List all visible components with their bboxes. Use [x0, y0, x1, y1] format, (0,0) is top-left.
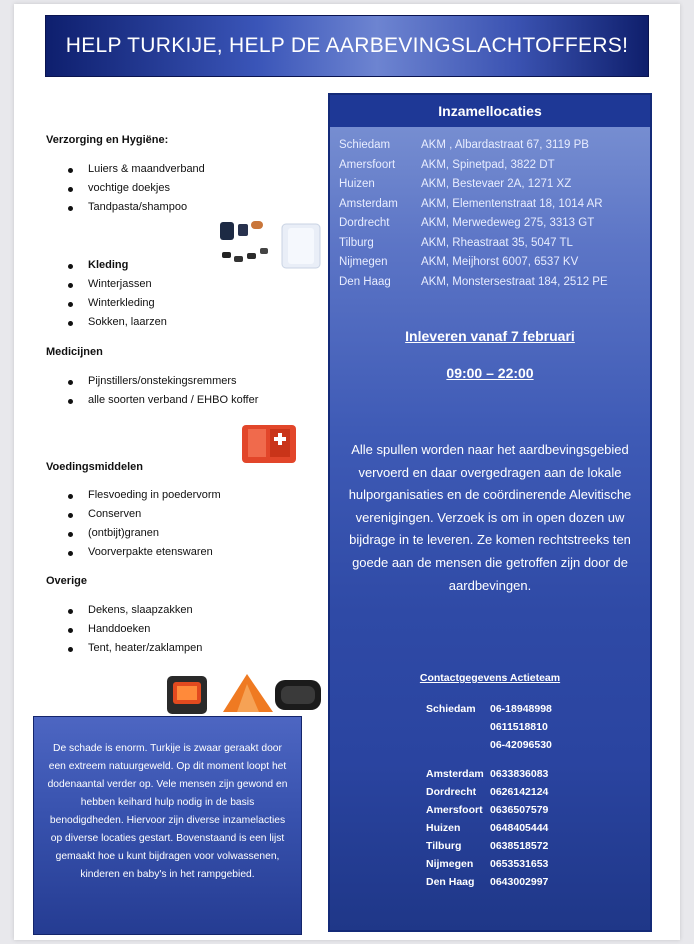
- panel-title: Inzamellocaties: [330, 95, 650, 127]
- contact-city: Nijmegen: [426, 858, 474, 870]
- contact-city: Tilburg: [426, 840, 462, 852]
- section-heading-voeding: Voedingsmiddelen: [46, 461, 143, 473]
- location-row: Nijmegen AKM, Meijhorst 6007, 6537 KV: [339, 256, 579, 268]
- list-item: Dekens, slaapzakken: [88, 604, 193, 616]
- supplies-image: [163, 672, 325, 716]
- contact-city: Amersfoort: [426, 804, 483, 816]
- list-item: vochtige doekjes: [88, 182, 170, 194]
- location-row: Dordrecht AKM, Merwedeweg 275, 3313 GT: [339, 217, 595, 229]
- title-banner: [45, 15, 649, 77]
- list-item: Tent, heater/zaklampen: [88, 642, 203, 654]
- list-item: Winterkleding: [88, 297, 155, 309]
- list-item: Tandpasta/shampoo: [88, 201, 188, 213]
- contact-city: Dordrecht: [426, 786, 477, 798]
- location-row: Tilburg AKM, Rheastraat 35, 5047 TL: [339, 236, 573, 249]
- info-box: [33, 716, 302, 935]
- drop-off-hours: 09:00 – 22:00: [446, 365, 534, 381]
- contact-phone: 0643002997: [490, 876, 549, 888]
- first-aid-kit-image: [240, 419, 298, 469]
- page-title: HELP TURKIJE, HELP DE AARBEVINGSLACHTOFFERS!: [65, 34, 629, 57]
- contact-title: Contactgegevens Actieteam: [419, 672, 561, 684]
- list-item: Winterjassen: [88, 278, 152, 290]
- section-heading-medicijnen: Medicijnen: [46, 346, 103, 358]
- list-item: (ontbijt)granen: [88, 527, 159, 539]
- list-item: Handdoeken: [88, 623, 151, 635]
- panel-body-text: Alle spullen worden naar het aardbevingsgebied vervoerd en daar overgedragen aan de lokale hulporganisaties en de coördinerende Alevitische verenigingen. Verzoek is om in open dozen uw bijdrage in te leveren. Ze komen rechtstreeks ten goede aan de mensen die getroffen zijn door de aardbevingen.: [348, 442, 632, 593]
- contact-city: Huizen: [426, 822, 461, 834]
- list-item: alle soorten verband / EHBO koffer: [88, 394, 259, 406]
- contact-phone: 0648405444: [490, 822, 549, 834]
- list-item: Conserven: [88, 508, 142, 520]
- collection-panel: [328, 93, 652, 932]
- section-heading-overige: Overige: [46, 575, 87, 587]
- list-item-kleding: Kleding: [88, 259, 129, 271]
- info-text: De schade is enorm. Turkije is zwaar geraakt door een extreem natuurgeweld. Op dit moment loopt het dodenaantal verder op. Vele mensen zijn gewond en hebben keihard hulp nodig in de basis benodigdheden. Hiervoor zijn diverse inzamelacties op diverse locaties gestart. Bovenstaand is een lijst gemaakt hoe u kunt bijdragen voor volwassenen, kinderen en baby's in het rampgebied.: [47, 743, 288, 880]
- location-row: Den Haag AKM, Monstersestraat 184, 2512 PE: [339, 275, 608, 288]
- contact-phone: 0611518810: [490, 721, 548, 733]
- contact-phone: 06-42096530: [490, 739, 552, 751]
- location-row: Huizen AKM, Bestevaer 2A, 1271 XZ: [339, 178, 572, 190]
- contact-phone: 0636507579: [490, 804, 549, 816]
- location-row: Amersfoort AKM, Spinetpad, 3822 DT: [339, 158, 555, 171]
- list-item: Luiers & maandverband: [88, 163, 205, 175]
- contact-phone: 0633836083: [490, 768, 549, 780]
- list-item: Voorverpakte etenswaren: [88, 546, 213, 558]
- list-item: Sokken, laarzen: [88, 316, 167, 328]
- contact-phone: 06-18948998: [490, 703, 552, 715]
- list-item: Flesvoeding in poedervorm: [88, 489, 221, 501]
- drop-off-date: Inleveren vanaf 7 februari: [405, 328, 575, 344]
- section-heading-verzorging: Verzorging en Hygiëne:: [46, 134, 169, 146]
- contact-phone: 0626142124: [490, 786, 549, 798]
- location-row: Amsterdam AKM, Elementenstraat 18, 1014 AR: [339, 197, 603, 210]
- contact-phone: 0638518572: [490, 840, 549, 852]
- contact-phone: 0653531653: [490, 858, 549, 870]
- contact-city: Den Haag: [426, 876, 475, 888]
- contact-city: Schiedam: [426, 703, 476, 715]
- location-row: Schiedam AKM , Albardastraat 67, 3119 PB: [339, 139, 589, 151]
- contact-city: Amsterdam: [426, 768, 484, 780]
- clothing-image: [214, 218, 326, 270]
- list-item: Pijnstillers/onstekingsremmers: [88, 375, 237, 387]
